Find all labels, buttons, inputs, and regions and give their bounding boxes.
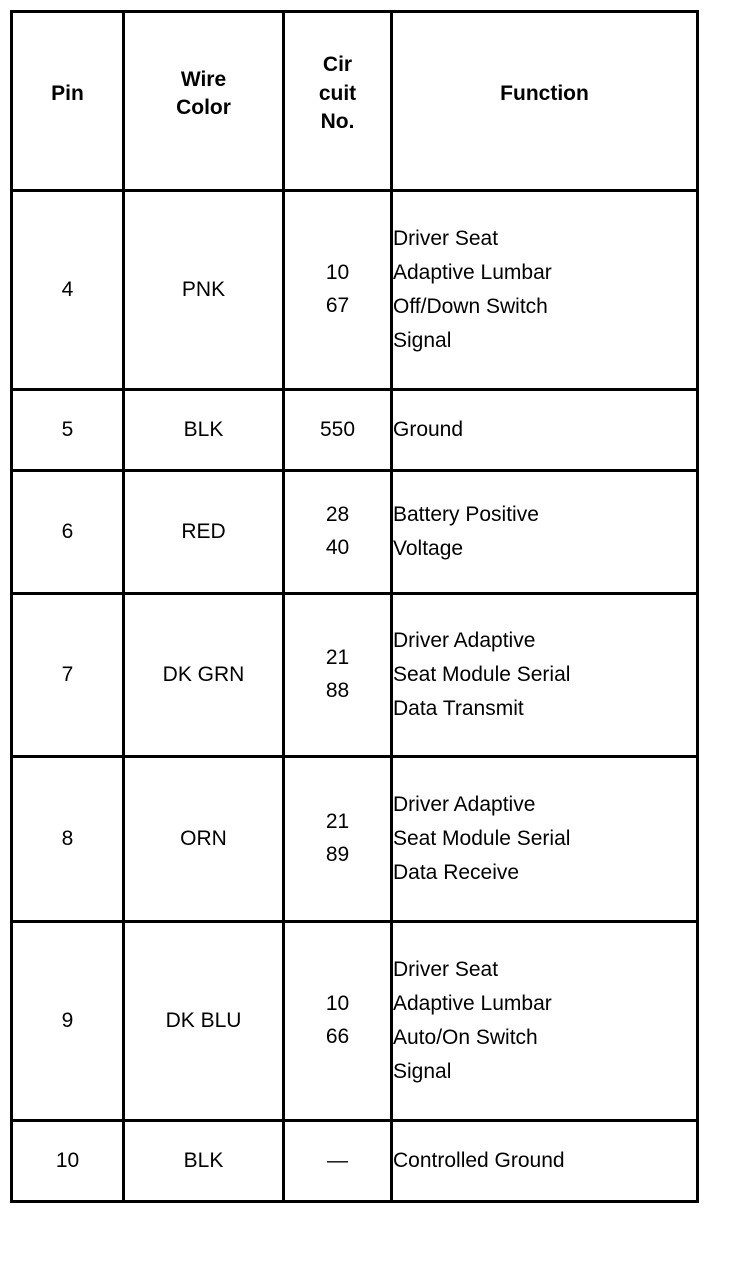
column-header-function: [392, 12, 698, 191]
cell-function: [392, 922, 698, 1121]
function-line: Signal: [393, 1060, 452, 1084]
cell-pin: 6: [12, 471, 124, 594]
function-line: Data Receive: [393, 861, 520, 884]
circuit-line: 28: [325, 503, 350, 527]
cell-function: [392, 390, 698, 471]
column-header-circuit-no-lines: [285, 51, 390, 150]
circuit-line: 88: [325, 679, 350, 702]
circuit-line: 10: [325, 261, 350, 285]
cell-circuit-no: [284, 191, 392, 390]
column-header-circuit-no: [284, 12, 392, 191]
function-line: Auto/On Switch: [393, 1026, 538, 1049]
cell-function: [392, 594, 698, 757]
cell-pin: 5: [12, 390, 124, 471]
cell-wire-color: DK BLU: [124, 922, 284, 1121]
table-row: [12, 471, 698, 594]
function-line: Controlled Ground: [393, 1148, 565, 1172]
function-line: Adaptive Lumbar: [393, 991, 552, 1015]
function-line: Driver Seat: [393, 957, 499, 981]
table-row: [12, 922, 698, 1121]
cell-wire-color: BLK: [124, 390, 284, 471]
table-row: [12, 390, 698, 471]
column-header-wire-color: [124, 12, 284, 191]
cell-wire-color: DK GRN: [124, 594, 284, 757]
circuit-line: 66: [325, 1025, 350, 1048]
cell-function: [392, 757, 698, 922]
table-body: [12, 191, 698, 1202]
cell-pin: 10: [12, 1121, 124, 1202]
table-row: [12, 757, 698, 922]
column-header-circuit-line2: cuit: [318, 81, 357, 105]
column-header-circuit-line1: Cir: [322, 53, 353, 77]
column-header-circuit-line3: No.: [320, 110, 355, 134]
column-header-function-label: Function: [500, 81, 589, 105]
cell-function: [392, 191, 698, 390]
function-line: Data Transmit: [393, 697, 524, 720]
cell-circuit-no: [284, 1121, 392, 1202]
column-header-wire-color-line1: Wire: [180, 67, 227, 91]
circuit-line: 67: [325, 294, 350, 317]
column-header-wire-color-line2: Color: [176, 96, 231, 119]
cell-pin: 4: [12, 191, 124, 390]
function-line: Driver Adaptive: [393, 628, 536, 652]
circuit-line: —: [327, 1148, 348, 1172]
circuit-line: 10: [325, 992, 350, 1016]
function-line: Seat Module Serial: [393, 826, 571, 850]
column-header-wire-color-lines: [125, 66, 282, 137]
circuit-line: 550: [319, 417, 356, 441]
cell-pin: 9: [12, 922, 124, 1121]
cell-circuit-no: [284, 594, 392, 757]
function-line: Battery Positive: [393, 502, 539, 526]
table-row: [12, 594, 698, 757]
function-line: Driver Seat: [393, 226, 499, 250]
circuit-line: 21: [325, 646, 350, 670]
cell-function: [392, 1121, 698, 1202]
cell-wire-color: PNK: [124, 191, 284, 390]
cell-circuit-no: [284, 922, 392, 1121]
table-header-row: [12, 12, 698, 191]
cell-wire-color: ORN: [124, 757, 284, 922]
circuit-line: 40: [325, 536, 350, 559]
cell-function: [392, 471, 698, 594]
function-line: Driver Adaptive: [393, 792, 536, 816]
circuit-line: 89: [325, 843, 350, 866]
circuit-line: 21: [325, 810, 350, 834]
function-line: Ground: [393, 417, 464, 441]
cell-circuit-no: [284, 390, 392, 471]
pin-connector-table: [10, 10, 699, 1203]
table-row: [12, 1121, 698, 1202]
function-line: Off/Down Switch: [393, 295, 548, 318]
column-header-pin: [12, 12, 124, 191]
cell-wire-color: BLK: [124, 1121, 284, 1202]
function-line: Voltage: [393, 537, 464, 560]
function-line: Adaptive Lumbar: [393, 260, 552, 284]
column-header-pin-label: Pin: [51, 81, 84, 105]
cell-circuit-no: [284, 471, 392, 594]
function-line: Signal: [393, 329, 452, 353]
cell-wire-color: RED: [124, 471, 284, 594]
cell-pin: 8: [12, 757, 124, 922]
cell-pin: 7: [12, 594, 124, 757]
table-row: [12, 191, 698, 390]
cell-circuit-no: [284, 757, 392, 922]
function-line: Seat Module Serial: [393, 662, 571, 686]
table-header: [12, 12, 698, 191]
